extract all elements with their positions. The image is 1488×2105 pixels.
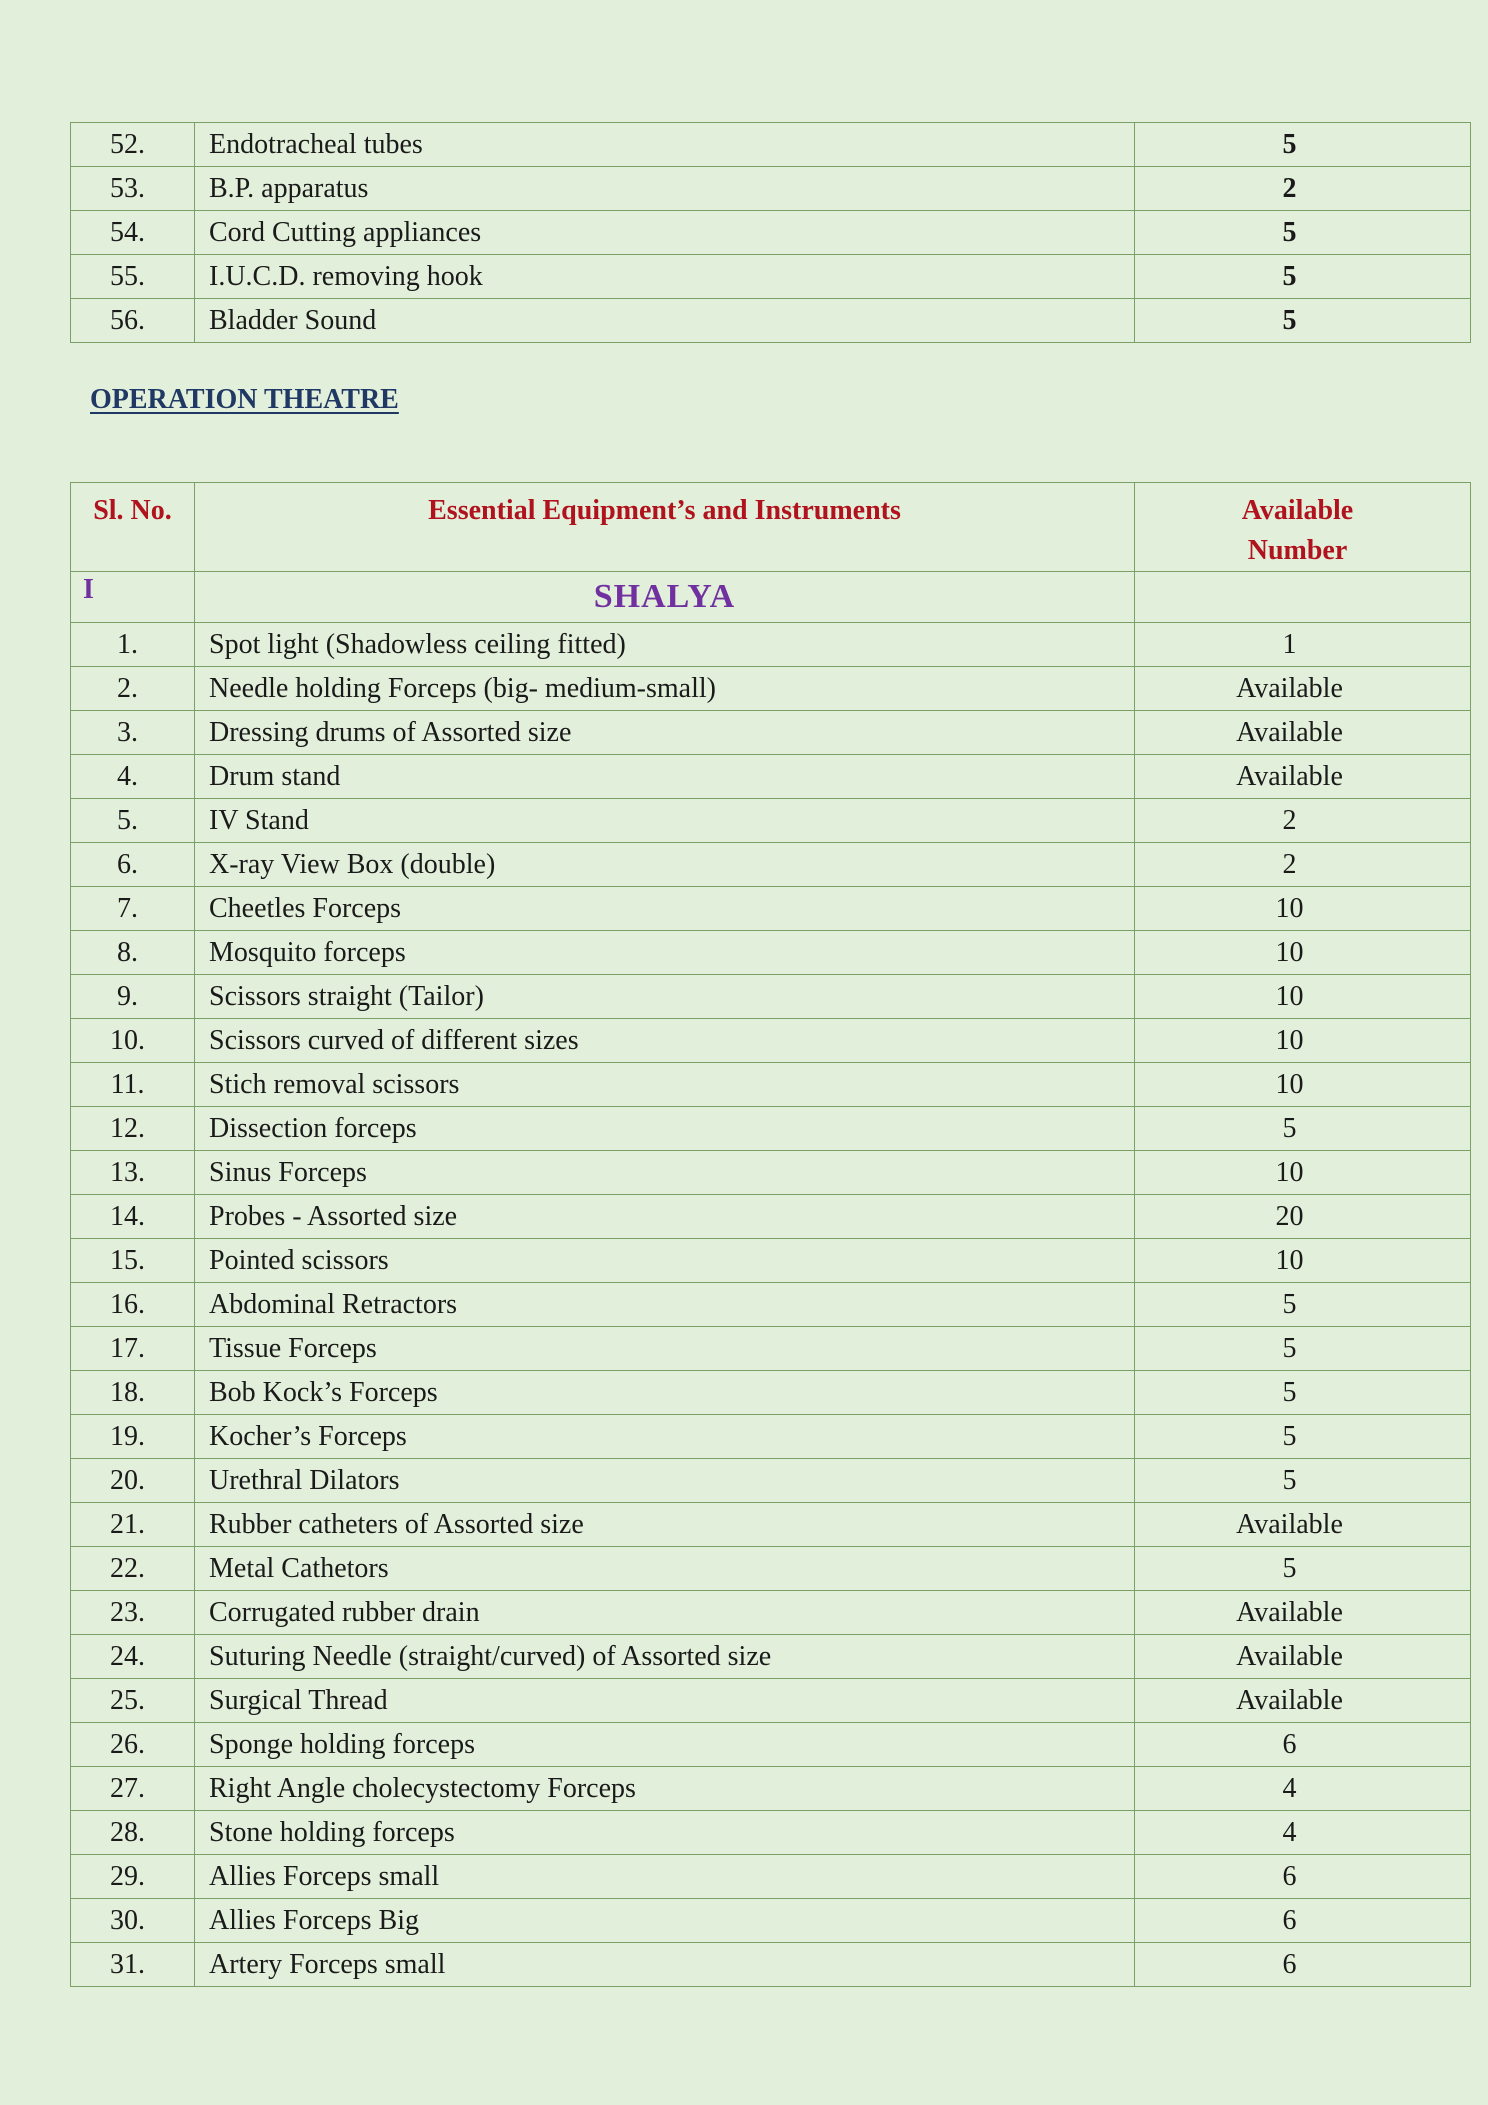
table-row bbox=[71, 167, 1471, 211]
table-row bbox=[71, 1899, 1471, 1943]
item-quantity: 5 bbox=[1135, 1459, 1471, 1503]
row-number: 12. bbox=[71, 1107, 195, 1151]
row-number: 23. bbox=[71, 1591, 195, 1635]
item-quantity: 10 bbox=[1135, 1239, 1471, 1283]
table-row bbox=[71, 1151, 1471, 1195]
item-quantity: Available bbox=[1135, 1679, 1471, 1723]
row-number: 26. bbox=[71, 1723, 195, 1767]
row-number: 9. bbox=[71, 975, 195, 1019]
table-row bbox=[71, 123, 1471, 167]
table-row bbox=[71, 711, 1471, 755]
item-quantity: 10 bbox=[1135, 975, 1471, 1019]
item-quantity: 5 bbox=[1135, 299, 1471, 343]
item-quantity: 2 bbox=[1135, 799, 1471, 843]
row-number: 15. bbox=[71, 1239, 195, 1283]
table-row bbox=[71, 299, 1471, 343]
item-name: Allies Forceps small bbox=[195, 1855, 1135, 1899]
item-quantity: 5 bbox=[1135, 255, 1471, 299]
item-quantity: 5 bbox=[1135, 1327, 1471, 1371]
section-title: SHALYA bbox=[195, 572, 1135, 623]
table-row bbox=[71, 1107, 1471, 1151]
item-name: Cheetles Forceps bbox=[195, 887, 1135, 931]
row-number: 21. bbox=[71, 1503, 195, 1547]
item-name: Mosquito forceps bbox=[195, 931, 1135, 975]
item-name: Sinus Forceps bbox=[195, 1151, 1135, 1195]
item-quantity: 6 bbox=[1135, 1723, 1471, 1767]
row-number: 17. bbox=[71, 1327, 195, 1371]
table-row bbox=[71, 1327, 1471, 1371]
item-quantity: Available bbox=[1135, 755, 1471, 799]
item-quantity: 5 bbox=[1135, 1107, 1471, 1151]
row-number: 5. bbox=[71, 799, 195, 843]
item-quantity: Available bbox=[1135, 1503, 1471, 1547]
item-name: Metal Cathetors bbox=[195, 1547, 1135, 1591]
continued-table-body bbox=[71, 123, 1471, 343]
row-number: 53. bbox=[71, 167, 195, 211]
row-number: 4. bbox=[71, 755, 195, 799]
table-row bbox=[71, 667, 1471, 711]
item-name: Cord Cutting appliances bbox=[195, 211, 1135, 255]
item-quantity: 10 bbox=[1135, 1151, 1471, 1195]
row-number: 18. bbox=[71, 1371, 195, 1415]
section-empty-cell bbox=[1135, 572, 1471, 623]
item-name: Right Angle cholecystectomy Forceps bbox=[195, 1767, 1135, 1811]
table-row bbox=[71, 931, 1471, 975]
item-name: Artery Forceps small bbox=[195, 1943, 1135, 1987]
item-name: B.P. apparatus bbox=[195, 167, 1135, 211]
item-quantity: 4 bbox=[1135, 1767, 1471, 1811]
row-number: 8. bbox=[71, 931, 195, 975]
item-name: Pointed scissors bbox=[195, 1239, 1135, 1283]
table-row bbox=[71, 255, 1471, 299]
item-quantity: 5 bbox=[1135, 211, 1471, 255]
table-row bbox=[71, 1723, 1471, 1767]
item-name: Dissection forceps bbox=[195, 1107, 1135, 1151]
row-number: 28. bbox=[71, 1811, 195, 1855]
item-name: Allies Forceps Big bbox=[195, 1899, 1135, 1943]
row-number: 7. bbox=[71, 887, 195, 931]
table-row bbox=[71, 887, 1471, 931]
item-quantity: 1 bbox=[1135, 623, 1471, 667]
item-quantity: 5 bbox=[1135, 1547, 1471, 1591]
item-quantity: Available bbox=[1135, 1635, 1471, 1679]
row-number: 24. bbox=[71, 1635, 195, 1679]
item-name: Abdominal Retractors bbox=[195, 1283, 1135, 1327]
item-quantity: 5 bbox=[1135, 1371, 1471, 1415]
item-name: Rubber catheters of Assorted size bbox=[195, 1503, 1135, 1547]
item-quantity: 10 bbox=[1135, 931, 1471, 975]
row-number: 1. bbox=[71, 623, 195, 667]
row-number: 30. bbox=[71, 1899, 195, 1943]
item-name: Endotracheal tubes bbox=[195, 123, 1135, 167]
row-number: 11. bbox=[71, 1063, 195, 1107]
table-row bbox=[71, 1195, 1471, 1239]
table-row bbox=[71, 1239, 1471, 1283]
item-quantity: 10 bbox=[1135, 887, 1471, 931]
row-number: 54. bbox=[71, 211, 195, 255]
item-name: Needle holding Forceps (big- medium-small) bbox=[195, 667, 1135, 711]
available-number-header-text: Available Number bbox=[1241, 495, 1354, 566]
table-row bbox=[71, 1019, 1471, 1063]
item-name: Probes - Assorted size bbox=[195, 1195, 1135, 1239]
item-quantity: 2 bbox=[1135, 843, 1471, 887]
item-quantity: Available bbox=[1135, 1591, 1471, 1635]
item-name: Scissors straight (Tailor) bbox=[195, 975, 1135, 1019]
row-number: 3. bbox=[71, 711, 195, 755]
item-name: Corrugated rubber drain bbox=[195, 1591, 1135, 1635]
row-number: 13. bbox=[71, 1151, 195, 1195]
row-number: 16. bbox=[71, 1283, 195, 1327]
table-row bbox=[71, 1635, 1471, 1679]
item-name: Scissors curved of different sizes bbox=[195, 1019, 1135, 1063]
table-row bbox=[71, 623, 1471, 667]
table-row bbox=[71, 211, 1471, 255]
table-row bbox=[71, 1679, 1471, 1723]
item-quantity: 20 bbox=[1135, 1195, 1471, 1239]
item-name: Spot light (Shadowless ceiling fitted) bbox=[195, 623, 1135, 667]
table-row bbox=[71, 1855, 1471, 1899]
section-row bbox=[71, 572, 1471, 623]
table-row bbox=[71, 1283, 1471, 1327]
row-number: 10. bbox=[71, 1019, 195, 1063]
item-quantity: 5 bbox=[1135, 1283, 1471, 1327]
table-row bbox=[71, 1591, 1471, 1635]
sl-no-header: Sl. No. bbox=[71, 483, 195, 572]
row-number: 20. bbox=[71, 1459, 195, 1503]
row-number: 6. bbox=[71, 843, 195, 887]
item-name: X-ray View Box (double) bbox=[195, 843, 1135, 887]
table-row bbox=[71, 975, 1471, 1019]
operation-theatre-heading: OPERATION THEATRE bbox=[90, 384, 399, 415]
item-name: Drum stand bbox=[195, 755, 1135, 799]
item-name: Dressing drums of Assorted size bbox=[195, 711, 1135, 755]
row-number: 19. bbox=[71, 1415, 195, 1459]
row-number: 29. bbox=[71, 1855, 195, 1899]
item-name: Stone holding forceps bbox=[195, 1811, 1135, 1855]
item-quantity: 4 bbox=[1135, 1811, 1471, 1855]
table-row bbox=[71, 799, 1471, 843]
table-row bbox=[71, 1547, 1471, 1591]
item-name: Surgical Thread bbox=[195, 1679, 1135, 1723]
item-quantity: 10 bbox=[1135, 1019, 1471, 1063]
item-quantity: 2 bbox=[1135, 167, 1471, 211]
table-row bbox=[71, 1767, 1471, 1811]
item-quantity: Available bbox=[1135, 667, 1471, 711]
operation-theatre-table-body bbox=[71, 572, 1471, 1987]
item-name: Kocher’s Forceps bbox=[195, 1415, 1135, 1459]
row-number: 55. bbox=[71, 255, 195, 299]
item-name: Urethral Dilators bbox=[195, 1459, 1135, 1503]
row-number: 25. bbox=[71, 1679, 195, 1723]
table-row bbox=[71, 1811, 1471, 1855]
row-number: 14. bbox=[71, 1195, 195, 1239]
row-number: 22. bbox=[71, 1547, 195, 1591]
table-row bbox=[71, 1503, 1471, 1547]
continued-equipment-table bbox=[70, 122, 1471, 343]
table-row bbox=[71, 1371, 1471, 1415]
item-quantity: 6 bbox=[1135, 1899, 1471, 1943]
item-name: I.U.C.D. removing hook bbox=[195, 255, 1135, 299]
section-label: I bbox=[71, 572, 195, 623]
row-number: 31. bbox=[71, 1943, 195, 1987]
table-row bbox=[71, 1459, 1471, 1503]
table-row bbox=[71, 1943, 1471, 1987]
item-name: Bob Kock’s Forceps bbox=[195, 1371, 1135, 1415]
table-row bbox=[71, 843, 1471, 887]
item-quantity: 6 bbox=[1135, 1943, 1471, 1987]
row-number: 56. bbox=[71, 299, 195, 343]
table-row bbox=[71, 755, 1471, 799]
item-name: Suturing Needle (straight/curved) of Assorted size bbox=[195, 1635, 1135, 1679]
item-name: IV Stand bbox=[195, 799, 1135, 843]
available-number-header bbox=[1135, 483, 1471, 572]
table-row bbox=[71, 1063, 1471, 1107]
table-header-row bbox=[71, 483, 1471, 572]
item-quantity: 5 bbox=[1135, 1415, 1471, 1459]
item-name: Tissue Forceps bbox=[195, 1327, 1135, 1371]
row-number: 52. bbox=[71, 123, 195, 167]
row-number: 2. bbox=[71, 667, 195, 711]
item-name: Sponge holding forceps bbox=[195, 1723, 1135, 1767]
item-quantity: 6 bbox=[1135, 1855, 1471, 1899]
item-name: Stich removal scissors bbox=[195, 1063, 1135, 1107]
item-quantity: Available bbox=[1135, 711, 1471, 755]
item-quantity: 10 bbox=[1135, 1063, 1471, 1107]
row-number: 27. bbox=[71, 1767, 195, 1811]
equipment-header: Essential Equipment’s and Instruments bbox=[195, 483, 1135, 572]
item-name: Bladder Sound bbox=[195, 299, 1135, 343]
table-row bbox=[71, 1415, 1471, 1459]
item-quantity: 5 bbox=[1135, 123, 1471, 167]
operation-theatre-table bbox=[70, 482, 1471, 1987]
